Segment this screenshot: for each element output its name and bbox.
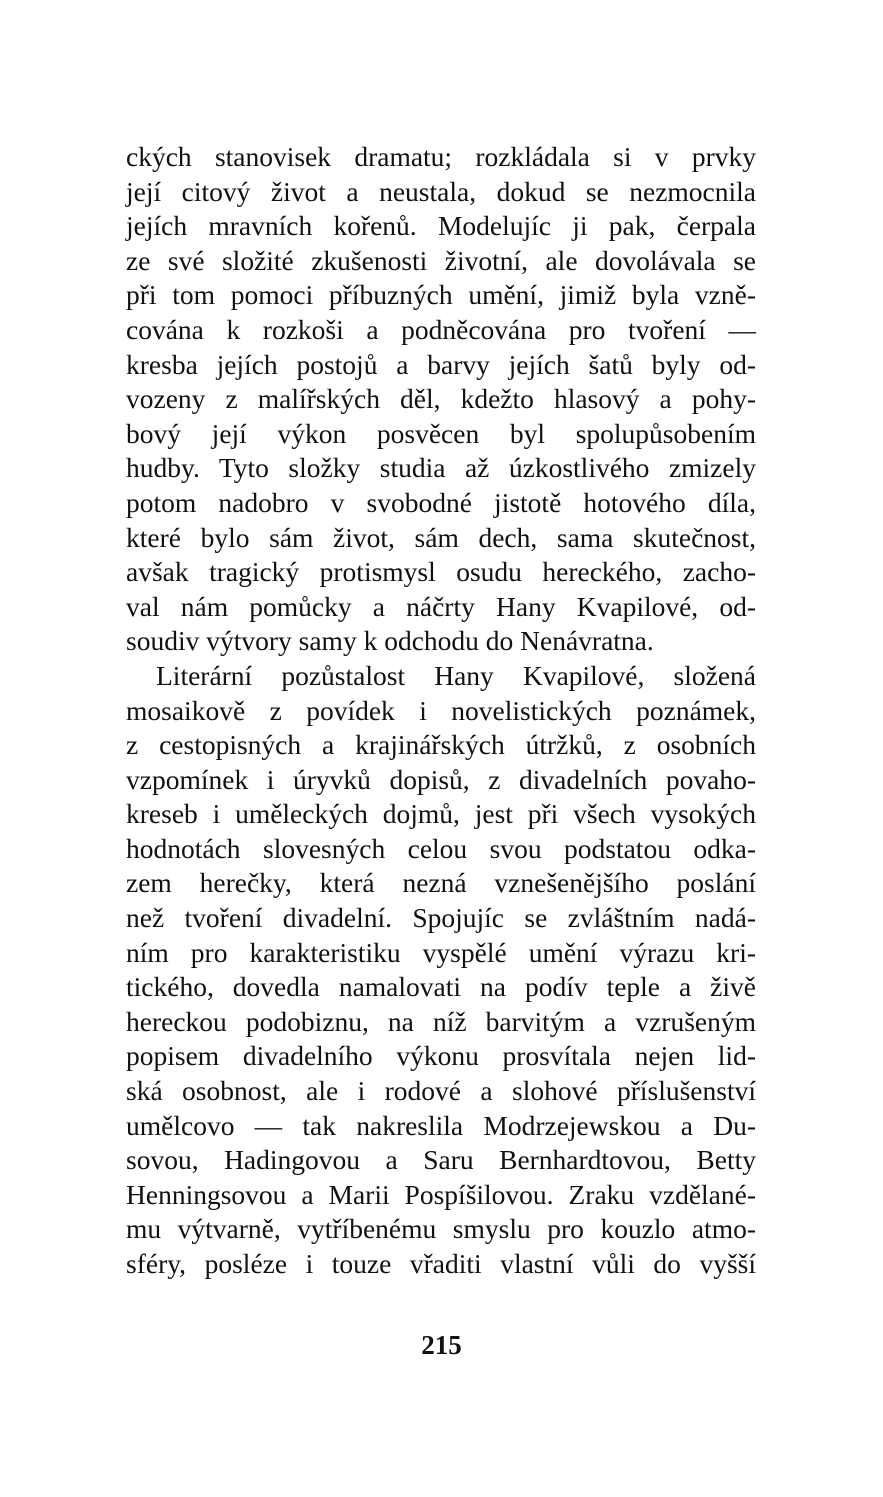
text-line: ská osobnost, ale i rodové a slohové příslušenství bbox=[126, 1075, 756, 1107]
text-line: soudiv výtvory samy k odchodu do Nenávratna. bbox=[126, 625, 654, 657]
text-line: Literární pozůstalost Hany Kvapilové, složená bbox=[156, 659, 756, 691]
text-line: Henningsovou a Marii Pospíšilovou. Zraku vzdělané- bbox=[126, 1178, 756, 1210]
text-line: jejích mravních kořenů. Modelujíc ji pak, čerpala bbox=[126, 210, 756, 242]
text-line: při tom pomoci příbuzných umění, jimiž byla vzně- bbox=[126, 279, 756, 311]
text-line: cována k rozkoši a podněcována pro tvoření — bbox=[126, 313, 756, 345]
text-line: val nám pomůcky a náčrty Hany Kvapilové, od- bbox=[126, 590, 756, 622]
text-line: kresba jejích postojů a barvy jejích šatů byly od- bbox=[126, 348, 756, 380]
paragraph-1 bbox=[126, 140, 756, 659]
text-line: mu výtvarně, vytříbenému smyslu pro kouzlo atmo- bbox=[126, 1213, 756, 1245]
text-line: než tvoření divadelní. Spojujíc se zvláštním nadá- bbox=[126, 902, 756, 934]
text-line: potom nadobro v svobodné jistotě hotového díla, bbox=[126, 486, 756, 518]
text-line: vzpomínek i úryvků dopisů, z divadelních povaho- bbox=[126, 763, 756, 795]
text-line: zem herečky, která nezná vznešenějšího poslání bbox=[126, 867, 756, 899]
text-line: tického, dovedla namalovati na podív teple a živě bbox=[126, 971, 756, 1003]
text-line: bový její výkon posvěcen byl spolupůsobením bbox=[126, 417, 756, 449]
body-text bbox=[126, 140, 756, 1282]
text-line: vozeny z malířských děl, kdežto hlasový a pohy- bbox=[126, 383, 756, 415]
text-line: hodnotách slovesných celou svou podstatou odka- bbox=[126, 832, 756, 864]
text-line: umělcovo — tak nakreslila Modrzejewskou a Du- bbox=[126, 1109, 756, 1141]
text-line: sovou, Hadingovou a Saru Bernhardtovou, Betty bbox=[126, 1144, 756, 1176]
paragraph-2 bbox=[126, 659, 756, 1282]
text-line: hereckou podobiznu, na níž barvitým a vzrušeným bbox=[126, 1005, 756, 1037]
text-line: z cestopisných a krajinářských útržků, z osobních bbox=[126, 729, 756, 761]
page-number: 215 bbox=[421, 1330, 462, 1360]
text-line: hudby. Tyto složky studia až úzkostlivého zmizely bbox=[126, 452, 756, 484]
text-line: popisem divadelního výkonu prosvítala nejen lid- bbox=[126, 1040, 756, 1072]
text-line: ze své složité zkušenosti životní, ale dovolávala se bbox=[126, 244, 756, 276]
text-line: avšak tragický protismysl osudu hereckého, zacho- bbox=[126, 556, 756, 588]
text-line: mosaikově z povídek i novelistických poznámek, bbox=[126, 694, 756, 726]
text-line: její citový život a neustala, dokud se nezmocnila bbox=[126, 175, 756, 207]
text-line: kreseb i uměleckých dojmů, jest při všech vysokých bbox=[126, 798, 756, 830]
text-line: ním pro karakteristiku vyspělé umění výrazu kri- bbox=[126, 936, 756, 968]
text-line: ckých stanovisek dramatu; rozkládala si v prvky bbox=[126, 141, 756, 172]
text-line: které bylo sám život, sám dech, sama skutečnost, bbox=[126, 521, 756, 553]
text-line: sféry, posléze i touze vřaditi vlastní vůli do vyšší bbox=[126, 1248, 756, 1279]
